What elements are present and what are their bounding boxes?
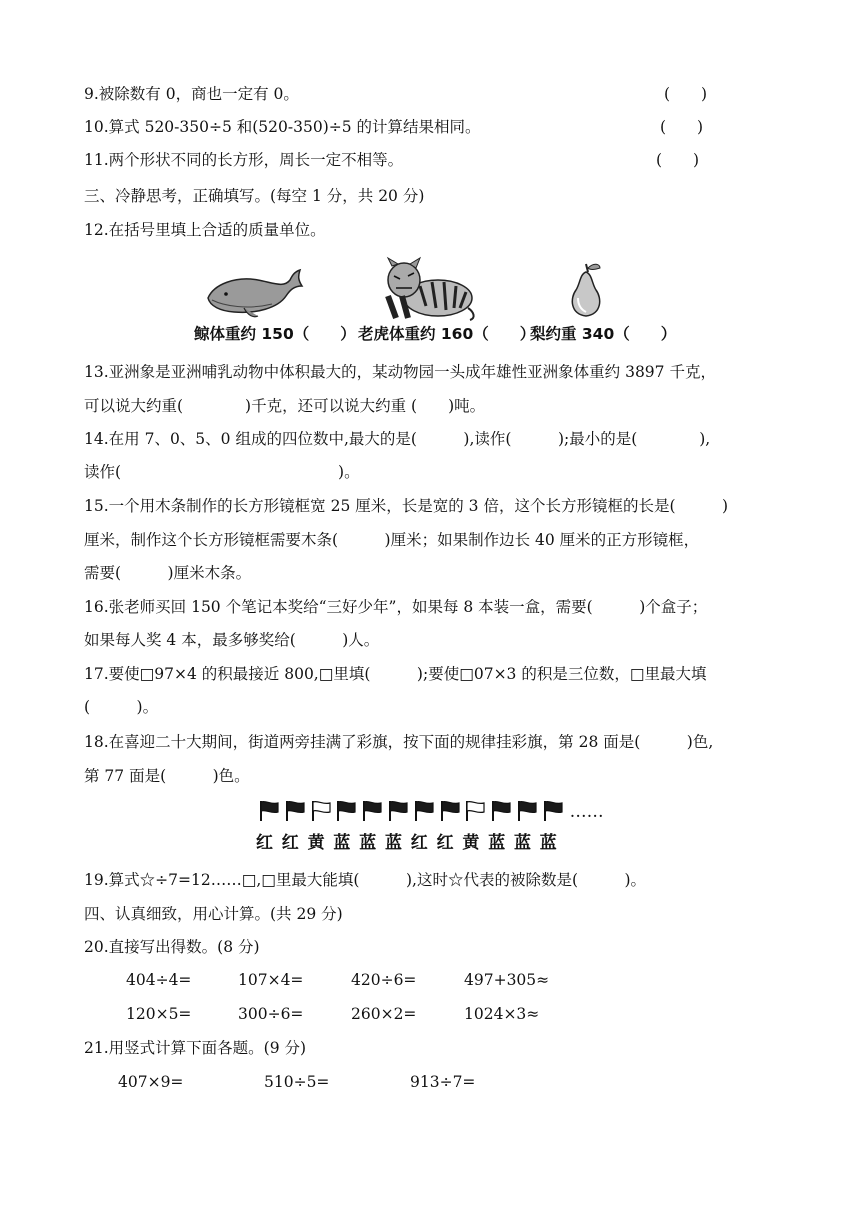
flag-icon [284,800,306,822]
calc-r2c1: 120×5= [126,1005,192,1023]
item-q20: 20.直接写出得数。(8 分) [84,938,260,956]
flag-color-label: 红 [281,833,299,853]
item-q15-line2: 厘米，制作这个长方形镜框需要木条( )厘米；如果制作边长 40 厘米的正方形镜框， [84,531,700,549]
item-q18-line1: 18.在喜迎二十大期间，街道两旁挂满了彩旗，按下面的规律挂彩旗，第 28 面是( )色, [84,733,714,751]
item-q13-line1: 13.亚洲象是亚洲哺乳动物中体积最大的，某动物园一头成年雄性亚洲象体重约 3897 千克， [84,363,716,381]
item-q12: 12.在括号里填上合适的质量单位。 [84,221,326,239]
item-q13-line2: 可以说大约重( )千克，还可以说大约重 ( )吨。 [84,397,486,415]
answer-paren-q10[interactable]: ( ) [660,118,704,136]
item-q17-line1: 17.要使□97×4 的积最接近 800,□里填( );要使□07×3 的积是三位数，□里最大填 [84,665,707,683]
item-q10: 10.算式 520-350÷5 和(520-350)÷5 的计算结果相同。 [84,118,481,136]
flag-color-label: 蓝 [385,833,402,853]
item-q14-line1: 14.在用 7、0、5、0 组成的四位数中,最大的是( ),读作( );最小的是( ), [84,430,711,448]
tiger-picture [380,256,476,322]
section-3-heading: 三、冷静思考，正确填写。(每空 1 分，共 20 分) [84,187,425,205]
calc-r1c2: 107×4= [238,971,304,989]
pear-picture [566,260,606,320]
flag-icon [361,800,383,822]
flag-icon [310,800,332,822]
item-q14-line2: 读作( )。 [84,463,360,481]
flag-icon [490,800,512,822]
calc-r1c4: 497+305≈ [464,971,550,989]
item-q17-line2: ( )。 [84,698,159,716]
item-q18-line2: 第 77 面是( )色。 [84,767,250,785]
section-4-heading: 四、认真细致，用心计算。(共 29 分) [84,905,343,923]
item-q16-line1: 16.张老师买回 150 个笔记本奖给“三好少年”，如果每 8 本装一盒，需要( )个盒子； [84,598,708,616]
vertical-calc-3: 913÷7= [410,1073,476,1091]
calc-r1c1: 404÷4= [126,971,192,989]
flag-icon [516,800,538,822]
flag-icon [335,800,357,822]
calc-r2c2: 300÷6= [238,1005,304,1023]
item-q11: 11.两个形状不同的长方形，周长一定不相等。 [84,151,404,169]
flag-icon [387,800,409,822]
flag-color-label: 蓝 [333,833,351,853]
item-q9: 9.被除数有 0，商也一定有 0。 [84,85,299,103]
calc-r2c3: 260×2= [351,1005,417,1023]
flag-sequence [256,800,616,854]
answer-paren-q9[interactable]: ( ) [664,85,708,103]
flag-icon [464,800,486,822]
flag-color-label: 蓝 [539,833,557,853]
tiger-weight-label: 老虎体重约 160（ ） [358,325,536,343]
flag-icon [542,800,564,822]
flag-color-label: 蓝 [488,833,506,853]
vertical-calc-2: 510÷5= [264,1073,330,1091]
item-q15-line1: 15.一个用木条制作的长方形镜框宽 25 厘米，长是宽的 3 倍，这个长方形镜框的长是( ) [84,497,729,515]
flag-color-label: 黄 [462,833,480,853]
flag-icon [439,800,461,822]
calc-r2c4: 1024×3≈ [464,1005,540,1023]
item-q16-line2: 如果每人奖 4 本，最多够奖给( )人。 [84,631,380,649]
flag-icon [413,800,435,822]
vertical-calc-1: 407×9= [118,1073,184,1091]
item-q21: 21.用竖式计算下面各题。(9 分) [84,1039,307,1057]
flag-color-label: 红 [436,833,454,853]
whale-weight-label: 鲸体重约 150（ ） [194,325,356,343]
flag-color-label: 蓝 [359,833,377,853]
answer-paren-q11[interactable]: ( ) [656,151,700,169]
flag-color-label: 黄 [307,833,325,853]
item-q19: 19.算式☆÷7=12……□,□里最大能填( ),这时☆代表的被除数是( )。 [84,871,647,889]
calc-r1c3: 420÷6= [351,971,417,989]
flag-color-label: 红 [256,833,273,853]
whale-picture [204,266,304,322]
pear-weight-label: 梨约重 340（ ） [530,325,677,343]
flag-color-label: 蓝 [514,833,531,853]
flag-color-label: 红 [410,833,428,853]
flag-ellipsis: …… [569,802,604,822]
flag-icon [258,800,280,822]
item-q15-line3: 需要( )厘米木条。 [84,564,252,582]
